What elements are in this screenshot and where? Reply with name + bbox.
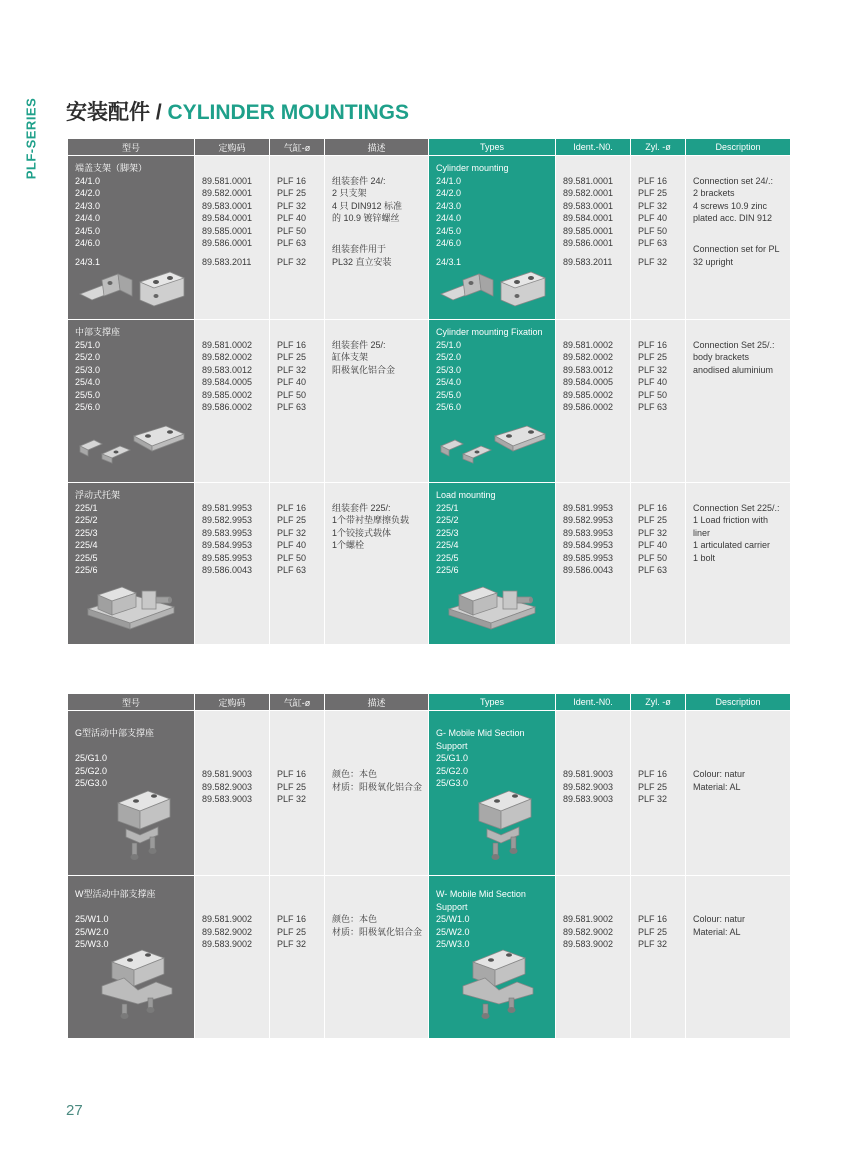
desc-cn-cell: 颜色：本色 材质：阳极氧化铝合金 [325,876,429,1038]
type-cell: Load mounting 225/1 225/2 225/3 225/4 225/5 225/6 [429,483,556,644]
header-types: Types [429,139,556,155]
ident-cell: 89.581.9953 89.582.9953 89.583.9953 89.584.9953 89.585.9953 89.586.0043 [556,483,631,644]
type-cell: Cylinder mounting 24/1.0 24/2.0 24/3.0 24/4.0 24/5.0 24/6.0 24/3.1 [429,156,556,319]
header-desc-cn: 描述 [325,139,429,155]
code-cell: 89.581.0001 89.582.0001 89.583.0001 89.584.0001 89.585.0001 89.586.0001 89.583.2011 [195,156,270,319]
w-support-image [98,942,176,1026]
cylinder-cell: PLF 16 PLF 25 PLF 32 PLF 40 PLF 50 PLF 63 [270,320,325,482]
desc-en-cell: Connection Set 225/.: 1 Load friction with liner 1 articulated carrier 1 bolt [686,483,790,644]
load-mounting-image [443,581,543,633]
table-row [68,875,790,1038]
header-model-cn: 型号 [68,139,195,155]
header-cyl-cn: 气缸-ø [270,139,325,155]
ident-cell: 89.581.9002 89.582.9002 89.583.9002 [556,876,631,1038]
header-description: Description [686,139,790,155]
code-cell: 89.581.9953 89.582.9953 89.583.9953 89.584.9953 89.585.9953 89.586.0043 [195,483,270,644]
mountings-table-2 [68,694,790,1038]
model-cell: 中部支撑座 25/1.0 25/2.0 25/3.0 25/4.0 25/5.0 25/6.0 [68,320,195,482]
zyl-cell: PLF 16 PLF 25 PLF 32 PLF 40 PLF 50 PLF 63 [631,483,686,644]
header-types: Types [429,694,556,710]
desc-cn-cell: 组装套件 225/: 1个带衬垫摩擦负载 1个铰接式载体 1个螺栓 [325,483,429,644]
foot-bracket-image [74,266,189,314]
w-support-image [459,942,537,1026]
page-title: 安装配件 / CYLINDER MOUNTINGS [66,101,410,124]
header-ident: Ident.-N0. [556,139,631,155]
g-support-image [112,783,174,867]
header-cyl-cn: 气缸-ø [270,694,325,710]
foot-bracket-image [435,266,550,314]
cylinder-cell: PLF 16 PLF 25 PLF 32 [270,711,325,875]
load-mounting-image [82,581,182,633]
code-cell: 89.581.9003 89.582.9003 89.583.9003 [195,711,270,875]
header-ident: Ident.-N0. [556,694,631,710]
header-model-cn: 型号 [68,694,195,710]
ident-cell: 89.581.9003 89.582.9003 89.583.9003 [556,711,631,875]
desc-en-cell: Colour: natur Material: AL [686,876,790,1038]
ident-cell: 89.581.0001 89.582.0001 89.583.0001 89.584.0001 89.585.0001 89.586.0001 89.583.2011 [556,156,631,319]
zyl-cell: PLF 16 PLF 25 PLF 32 PLF 40 PLF 50 PLF 63 PLF 32 [631,156,686,319]
header-code-cn: 定购码 [195,694,270,710]
code-cell: 89.581.0002 89.582.0002 89.583.0012 89.584.0005 89.585.0002 89.586.0002 [195,320,270,482]
zyl-cell: PLF 16 PLF 25 PLF 32 [631,876,686,1038]
type-cell: G- Mobile Mid Section Support 25/G1.0 25/G2.0 25/G3.0 [429,711,556,875]
type-cell: Cylinder mounting Fixation 25/1.0 25/2.0 25/3.0 25/4.0 25/5.0 25/6.0 [429,320,556,482]
table-row [68,710,790,875]
type-cell: W- Mobile Mid Section Support 25/W1.0 25/W2.0 25/W3.0 [429,876,556,1038]
desc-en-cell: Colour: natur Material: AL [686,711,790,875]
page-number: 27 [66,1102,83,1119]
cylinder-cell: PLF 16 PLF 25 PLF 32 [270,876,325,1038]
mountings-table-1 [68,139,790,644]
header-description: Description [686,694,790,710]
table-header [68,694,790,710]
body-bracket-image [76,420,188,470]
g-support-image [473,783,535,867]
header-desc-cn: 描述 [325,694,429,710]
desc-en-cell: Connection Set 25/.: body brackets anodised aluminium [686,320,790,482]
table-row [68,155,790,319]
model-cell: W型活动中部支撑座 25/W1.0 25/W2.0 25/W3.0 [68,876,195,1038]
desc-cn-cell: 组装套件 24/: 2 只支架 4 只 DIN912 标准 的 10.9 镀锌螺丝 组装套件用于 PL32 直立安装 [325,156,429,319]
model-cell: 浮动式托架 225/1 225/2 225/3 225/4 225/5 225/6 [68,483,195,644]
desc-cn-cell: 颜色：本色 材质：阳极氧化铝合金 [325,711,429,875]
desc-cn-cell: 组装套件 25/: 缸体支架 阳极氧化铝合金 [325,320,429,482]
header-zyl: Zyl. -ø [631,139,686,155]
zyl-cell: PLF 16 PLF 25 PLF 32 [631,711,686,875]
ident-cell: 89.581.0002 89.582.0002 89.583.0012 89.584.0005 89.585.0002 89.586.0002 [556,320,631,482]
header-code-cn: 定购码 [195,139,270,155]
model-cell: G型活动中部支撑座 25/G1.0 25/G2.0 25/G3.0 [68,711,195,875]
cylinder-cell: PLF 16 PLF 25 PLF 32 PLF 40 PLF 50 PLF 63 PLF 32 [270,156,325,319]
table-header [68,139,790,155]
model-cell: 端盖支架（脚架） 24/1.0 24/2.0 24/3.0 24/4.0 24/5.0 24/6.0 24/3.1 [68,156,195,319]
zyl-cell: PLF 16 PLF 25 PLF 32 PLF 40 PLF 50 PLF 63 [631,320,686,482]
code-cell: 89.581.9002 89.582.9002 89.583.9002 [195,876,270,1038]
table-row [68,482,790,644]
table-row [68,319,790,482]
header-zyl: Zyl. -ø [631,694,686,710]
desc-en-cell: Connection set 24/.: 2 brackets 4 screws 10.9 zinc plated acc. DIN 912 Connection set for PL 32 upright [686,156,790,319]
series-side-label: PLF-SERIES [23,97,39,179]
cylinder-cell: PLF 16 PLF 25 PLF 32 PLF 40 PLF 50 PLF 63 [270,483,325,644]
body-bracket-image [437,420,549,470]
